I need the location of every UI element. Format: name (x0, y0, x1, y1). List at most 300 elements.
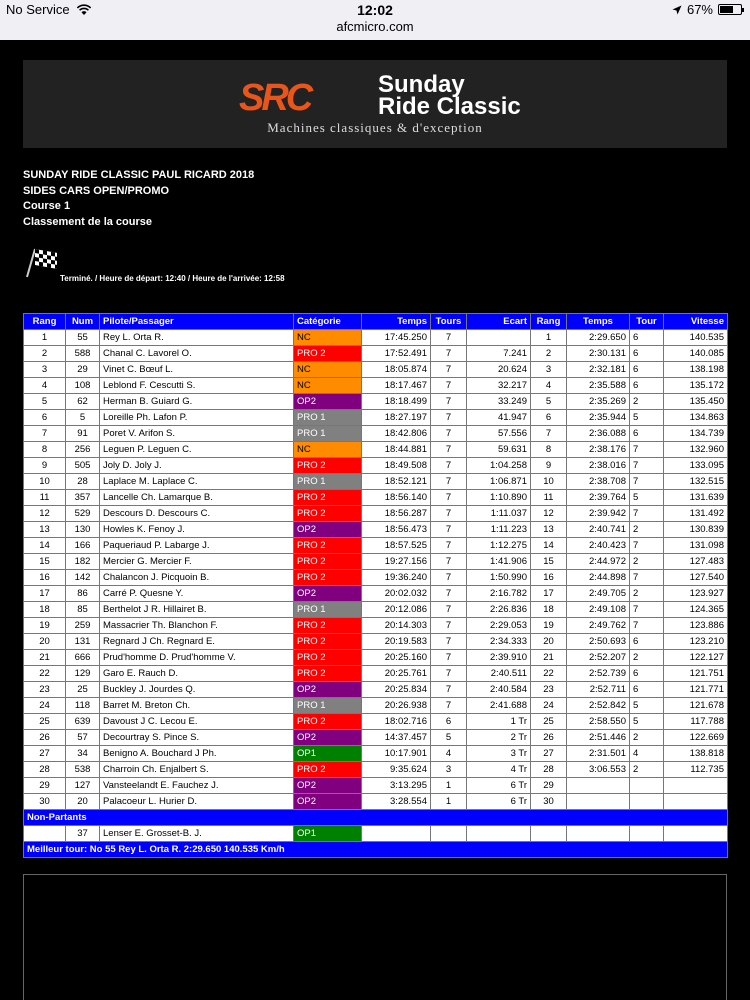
table-cell: 505 (66, 458, 100, 474)
table-cell: PRO 1 (294, 474, 362, 490)
table-cell: 666 (66, 650, 100, 666)
table-cell: 27 (24, 746, 66, 762)
table-cell: PRO 1 (294, 602, 362, 618)
table-cell: 2:39.942 (567, 506, 630, 522)
table-cell: 24 (24, 698, 66, 714)
results-table (23, 313, 728, 858)
table-cell: 34 (66, 746, 100, 762)
table-cell: 7 (431, 442, 467, 458)
table-cell: 2:52.711 (567, 682, 630, 698)
table-cell: 27 (531, 746, 567, 762)
table-cell: 9:35.624 (362, 762, 431, 778)
table-cell: 4 (24, 378, 66, 394)
logo-line1: Sunday (378, 71, 465, 98)
table-cell: 7 (431, 554, 467, 570)
table-cell: 28 (531, 762, 567, 778)
table-cell: 2 (630, 522, 664, 538)
table-cell: 62 (66, 394, 100, 410)
table-cell (664, 826, 728, 842)
table-cell: 20:26.938 (362, 698, 431, 714)
table-cell: 2:26.836 (467, 602, 531, 618)
table-row (24, 762, 728, 778)
table-cell: 7 (431, 650, 467, 666)
table-cell: 3 (24, 362, 66, 378)
table-cell: 108 (66, 378, 100, 394)
table-row (24, 602, 728, 618)
table-row (24, 826, 728, 842)
table-cell: 18:02.716 (362, 714, 431, 730)
table-cell: NC (294, 442, 362, 458)
table-row (24, 570, 728, 586)
table-cell: 131.639 (664, 490, 728, 506)
table-cell: 7 (630, 602, 664, 618)
table-cell: 7 (431, 570, 467, 586)
table-cell: 7 (431, 394, 467, 410)
table-row (24, 618, 728, 634)
table-cell: 6 (630, 346, 664, 362)
table-cell: 2:35.588 (567, 378, 630, 394)
table-cell: 2 (531, 346, 567, 362)
table-cell: 131.492 (664, 506, 728, 522)
table-cell: 18:42.806 (362, 426, 431, 442)
table-row (24, 714, 728, 730)
table-cell: Herman B. Guiard G. (100, 394, 294, 410)
table-cell: 2:29.053 (467, 618, 531, 634)
table-cell: 134.739 (664, 426, 728, 442)
table-cell: 2:38.176 (567, 442, 630, 458)
table-row (24, 730, 728, 746)
table-cell: 134.863 (664, 410, 728, 426)
table-cell: 7 (431, 330, 467, 346)
table-cell: 24 (531, 698, 567, 714)
table-cell: 7 (431, 346, 467, 362)
table-cell: 23 (531, 682, 567, 698)
table-cell: 7 (630, 458, 664, 474)
table-cell: 3 (431, 762, 467, 778)
table-cell (567, 794, 630, 810)
table-cell: OP2 (294, 682, 362, 698)
table-cell: 18:52.121 (362, 474, 431, 490)
table-cell: 7 (431, 426, 467, 442)
src-logo-icon: SRC (239, 77, 311, 119)
table-cell: 1:50.990 (467, 570, 531, 586)
table-cell: 59.631 (467, 442, 531, 458)
table-cell: 10 (531, 474, 567, 490)
table-cell: Palacoeur L. Hurier D. (100, 794, 294, 810)
table-cell: 7 (431, 362, 467, 378)
table-cell: 18 (24, 602, 66, 618)
table-cell: Davoust J C. Lecou E. (100, 714, 294, 730)
table-row (24, 666, 728, 682)
table-cell: 29 (531, 778, 567, 794)
table-cell: Joly D. Joly J. (100, 458, 294, 474)
ios-status-bar (0, 0, 750, 40)
race-status: Terminé. / Heure de départ: 12:40 / Heure de l'arrivée: 12:58 (60, 274, 285, 283)
table-cell: 18:27.197 (362, 410, 431, 426)
table-row (24, 794, 728, 810)
table-cell: 2 (630, 762, 664, 778)
table-cell: 2:35.944 (567, 410, 630, 426)
table-row (24, 650, 728, 666)
table-cell: 5 (630, 698, 664, 714)
table-cell: 2:44.972 (567, 554, 630, 570)
table-cell (362, 826, 431, 842)
table-cell: 538 (66, 762, 100, 778)
table-cell: 7 (431, 538, 467, 554)
table-cell: 7 (431, 666, 467, 682)
table-row (24, 586, 728, 602)
table-cell: 20 (531, 634, 567, 650)
table-cell: PRO 2 (294, 458, 362, 474)
table-cell: 1:10.890 (467, 490, 531, 506)
table-cell: 18:18.499 (362, 394, 431, 410)
table-cell: 140.085 (664, 346, 728, 362)
table-cell (24, 826, 66, 842)
table-cell: 7 (630, 474, 664, 490)
table-cell: 2:40.423 (567, 538, 630, 554)
table-header-row (24, 314, 728, 330)
table-cell: 2:49.108 (567, 602, 630, 618)
table-cell: Laplace M. Laplace C. (100, 474, 294, 490)
bottom-panel (23, 874, 727, 1000)
table-cell: 639 (66, 714, 100, 730)
table-cell: 57.556 (467, 426, 531, 442)
table-cell (664, 794, 728, 810)
clock: 12:02 (357, 2, 393, 18)
table-cell: 9 (531, 458, 567, 474)
table-cell: 16 (24, 570, 66, 586)
category-title: SIDES CARS OPEN/PROMO (23, 184, 170, 197)
battery-percent: 67% (686, 2, 713, 17)
table-cell: 133.095 (664, 458, 728, 474)
table-cell: 131 (66, 634, 100, 650)
table-cell: 2:35.269 (567, 394, 630, 410)
table-cell: 25 (66, 682, 100, 698)
table-cell: 10:17.901 (362, 746, 431, 762)
table-cell: 20 (66, 794, 100, 810)
table-cell: 123.886 (664, 618, 728, 634)
table-cell: 18:56.473 (362, 522, 431, 538)
table-cell: 2:39.910 (467, 650, 531, 666)
table-cell: Buckley J. Jourdes Q. (100, 682, 294, 698)
checkered-flag-icon (25, 247, 59, 279)
table-cell: Howles K. Fenoy J. (100, 522, 294, 538)
table-cell: PRO 2 (294, 618, 362, 634)
table-cell: 57 (66, 730, 100, 746)
table-cell: 7 (431, 618, 467, 634)
table-cell: 20:19.583 (362, 634, 431, 650)
table-cell: 130 (66, 522, 100, 538)
table-cell: 2:30.131 (567, 346, 630, 362)
table-cell: 6 (630, 666, 664, 682)
table-cell: 23 (24, 682, 66, 698)
table-cell: 3:13.295 (362, 778, 431, 794)
table-cell: 5 (24, 394, 66, 410)
table-cell: PRO 2 (294, 490, 362, 506)
battery-status (672, 2, 742, 17)
table-cell: 19:36.240 (362, 570, 431, 586)
table-cell: 7 (431, 522, 467, 538)
table-cell: 86 (66, 586, 100, 602)
table-cell: 19 (531, 618, 567, 634)
table-row (24, 490, 728, 506)
table-cell: 21 (24, 650, 66, 666)
table-cell: PRO 2 (294, 570, 362, 586)
table-cell: 4 (431, 746, 467, 762)
table-cell: 17:52.491 (362, 346, 431, 362)
table-cell: Leblond F. Cescutti S. (100, 378, 294, 394)
table-cell: 19 (24, 618, 66, 634)
table-cell: 259 (66, 618, 100, 634)
column-header: Temps (567, 314, 630, 330)
logo-subtitle: Machines classiques & d'exception (267, 120, 483, 135)
table-cell: 127.483 (664, 554, 728, 570)
table-cell: Massacrier Th. Blanchon F. (100, 618, 294, 634)
table-cell: Garo E. Rauch D. (100, 666, 294, 682)
table-cell: 2:58.550 (567, 714, 630, 730)
table-cell: 85 (66, 602, 100, 618)
table-cell: 2:29.650 (567, 330, 630, 346)
column-header: Temps (362, 314, 431, 330)
table-cell: 37 (66, 826, 100, 842)
table-cell: Charroin Ch. Enjalbert S. (100, 762, 294, 778)
table-cell: 2:38.016 (567, 458, 630, 474)
table-cell: 1:41.906 (467, 554, 531, 570)
table-cell: 18:44.881 (362, 442, 431, 458)
table-cell: 118 (66, 698, 100, 714)
table-cell: 6 (630, 330, 664, 346)
table-cell: 127.540 (664, 570, 728, 586)
table-cell: PRO 2 (294, 714, 362, 730)
table-cell: 4 Tr (467, 762, 531, 778)
table-cell: 12 (24, 506, 66, 522)
battery-icon (718, 4, 742, 15)
column-header: Vitesse (664, 314, 728, 330)
table-cell: 30 (24, 794, 66, 810)
src-banner[interactable] (23, 60, 727, 148)
table-cell: 2 (630, 586, 664, 602)
table-cell (664, 778, 728, 794)
table-cell: Benigno A. Bouchard J Ph. (100, 746, 294, 762)
table-row (24, 346, 728, 362)
table-cell: 2:34.333 (467, 634, 531, 650)
table-cell: 1 (24, 330, 66, 346)
table-cell: 18:56.140 (362, 490, 431, 506)
table-cell: 7 (431, 378, 467, 394)
table-cell: 6 (630, 426, 664, 442)
table-cell: 10 (24, 474, 66, 490)
best-lap-label: Meilleur tour: No 55 Rey L. Orta R. 2:29.650 140.535 Km/h (24, 842, 728, 858)
table-cell: Berthelot J R. Hillairet B. (100, 602, 294, 618)
table-cell: 18:17.467 (362, 378, 431, 394)
table-cell: 14 (531, 538, 567, 554)
table-cell (467, 826, 531, 842)
table-cell: OP2 (294, 778, 362, 794)
column-header: Rang (531, 314, 567, 330)
table-cell: 2:44.898 (567, 570, 630, 586)
table-cell: 20:25.160 (362, 650, 431, 666)
best-lap-row (24, 842, 728, 858)
table-cell: PRO 2 (294, 762, 362, 778)
table-cell: Lancelle Ch. Lamarque B. (100, 490, 294, 506)
table-cell: 140.535 (664, 330, 728, 346)
table-row (24, 778, 728, 794)
table-row (24, 538, 728, 554)
table-cell: 2:40.741 (567, 522, 630, 538)
table-cell: 20:12.086 (362, 602, 431, 618)
table-cell: 1 (431, 778, 467, 794)
table-cell: 3:28.554 (362, 794, 431, 810)
table-cell: 2:49.762 (567, 618, 630, 634)
table-cell: 2 Tr (467, 730, 531, 746)
table-cell: 121.751 (664, 666, 728, 682)
table-cell: 132.515 (664, 474, 728, 490)
table-cell: 20 (24, 634, 66, 650)
table-cell: 2:38.708 (567, 474, 630, 490)
table-row (24, 410, 728, 426)
table-cell: 117.788 (664, 714, 728, 730)
table-cell: OP1 (294, 826, 362, 842)
table-cell: 7 (431, 602, 467, 618)
table-cell: 7 (630, 442, 664, 458)
table-row (24, 698, 728, 714)
table-cell: 7 (531, 426, 567, 442)
table-cell: 7 (630, 618, 664, 634)
table-cell: 5 (630, 410, 664, 426)
table-cell: 130.839 (664, 522, 728, 538)
table-cell: 1 Tr (467, 714, 531, 730)
table-cell: 2:40.511 (467, 666, 531, 682)
table-cell: 138.198 (664, 362, 728, 378)
table-cell: 17 (531, 586, 567, 602)
table-cell: 2:50.693 (567, 634, 630, 650)
table-cell: PRO 2 (294, 650, 362, 666)
column-header: Pilote/Passager (100, 314, 294, 330)
table-cell: Rey L. Orta R. (100, 330, 294, 346)
table-cell: 17:45.250 (362, 330, 431, 346)
table-cell: 6 Tr (467, 794, 531, 810)
table-cell: 7 (24, 426, 66, 442)
table-row (24, 330, 728, 346)
table-cell: Barret M. Breton Ch. (100, 698, 294, 714)
table-cell: 7 (431, 410, 467, 426)
table-cell: 33.249 (467, 394, 531, 410)
table-cell: OP1 (294, 746, 362, 762)
table-cell: Vinet C. Bœuf L. (100, 362, 294, 378)
table-row (24, 522, 728, 538)
table-cell: Descours D. Descours C. (100, 506, 294, 522)
table-cell: Mercier G. Mercier F. (100, 554, 294, 570)
table-cell: Decourtray S. Pince S. (100, 730, 294, 746)
table-cell: 26 (24, 730, 66, 746)
table-cell: 20:25.761 (362, 666, 431, 682)
table-cell: 3 Tr (467, 746, 531, 762)
table-cell (630, 826, 664, 842)
table-cell: 29 (66, 362, 100, 378)
table-cell: 7 (431, 586, 467, 602)
table-cell: 17 (24, 586, 66, 602)
table-cell: PRO 2 (294, 554, 362, 570)
column-header: Ecart (467, 314, 531, 330)
table-cell: 32.217 (467, 378, 531, 394)
table-cell: Loreille Ph. Lafon P. (100, 410, 294, 426)
table-cell (467, 330, 531, 346)
table-cell: 14:37.457 (362, 730, 431, 746)
table-cell: 91 (66, 426, 100, 442)
table-cell: 26 (531, 730, 567, 746)
table-cell: 2 (630, 554, 664, 570)
table-cell: Regnard J Ch. Regnard E. (100, 634, 294, 650)
carrier-label: No Service (6, 2, 70, 17)
table-cell: 5 (630, 714, 664, 730)
table-cell: 1 (431, 794, 467, 810)
table-cell: Carré P. Quesne Y. (100, 586, 294, 602)
table-cell: 2:52.739 (567, 666, 630, 682)
table-cell: 7.241 (467, 346, 531, 362)
table-cell: PRO 2 (294, 666, 362, 682)
table-cell: 16 (531, 570, 567, 586)
table-cell: 20:02.032 (362, 586, 431, 602)
table-row (24, 682, 728, 698)
table-cell: 5 (431, 730, 467, 746)
table-row (24, 634, 728, 650)
table-cell: 25 (531, 714, 567, 730)
table-cell: Chalancon J. Picquoin B. (100, 570, 294, 586)
table-cell: 18:57.525 (362, 538, 431, 554)
table-cell: 6 (531, 410, 567, 426)
section-row (24, 810, 728, 826)
table-cell: 20.624 (467, 362, 531, 378)
table-cell: 112.735 (664, 762, 728, 778)
table-cell: 1:06.871 (467, 474, 531, 490)
table-cell: 18:49.508 (362, 458, 431, 474)
table-cell: 18:05.874 (362, 362, 431, 378)
race-titles (23, 168, 254, 230)
location-arrow-icon (672, 5, 682, 15)
column-header: Num (66, 314, 100, 330)
table-cell: 5 (66, 410, 100, 426)
table-cell: 357 (66, 490, 100, 506)
table-cell: PRO 1 (294, 698, 362, 714)
table-cell: 8 (531, 442, 567, 458)
table-cell: 11 (24, 490, 66, 506)
table-cell: 4 (531, 378, 567, 394)
table-row (24, 378, 728, 394)
table-cell: 7 (630, 506, 664, 522)
table-cell (567, 778, 630, 794)
table-cell: 20:14.303 (362, 618, 431, 634)
table-cell: 1:12.275 (467, 538, 531, 554)
table-cell: 22 (24, 666, 66, 682)
table-cell: 7 (431, 698, 467, 714)
table-cell: 121.771 (664, 682, 728, 698)
table-cell: 2:52.842 (567, 698, 630, 714)
table-cell: 13 (24, 522, 66, 538)
table-cell: 7 (630, 570, 664, 586)
table-cell: 132.960 (664, 442, 728, 458)
logo-title (378, 71, 521, 120)
table-cell: 12 (531, 506, 567, 522)
table-cell: 1 (531, 330, 567, 346)
table-cell: 2 (630, 650, 664, 666)
table-cell: OP2 (294, 394, 362, 410)
table-cell: 123.927 (664, 586, 728, 602)
table-cell: 6 Tr (467, 778, 531, 794)
table-cell (531, 826, 567, 842)
table-cell: 3 (531, 362, 567, 378)
table-cell: OP2 (294, 730, 362, 746)
url-bar[interactable]: afcmicro.com (336, 19, 414, 34)
